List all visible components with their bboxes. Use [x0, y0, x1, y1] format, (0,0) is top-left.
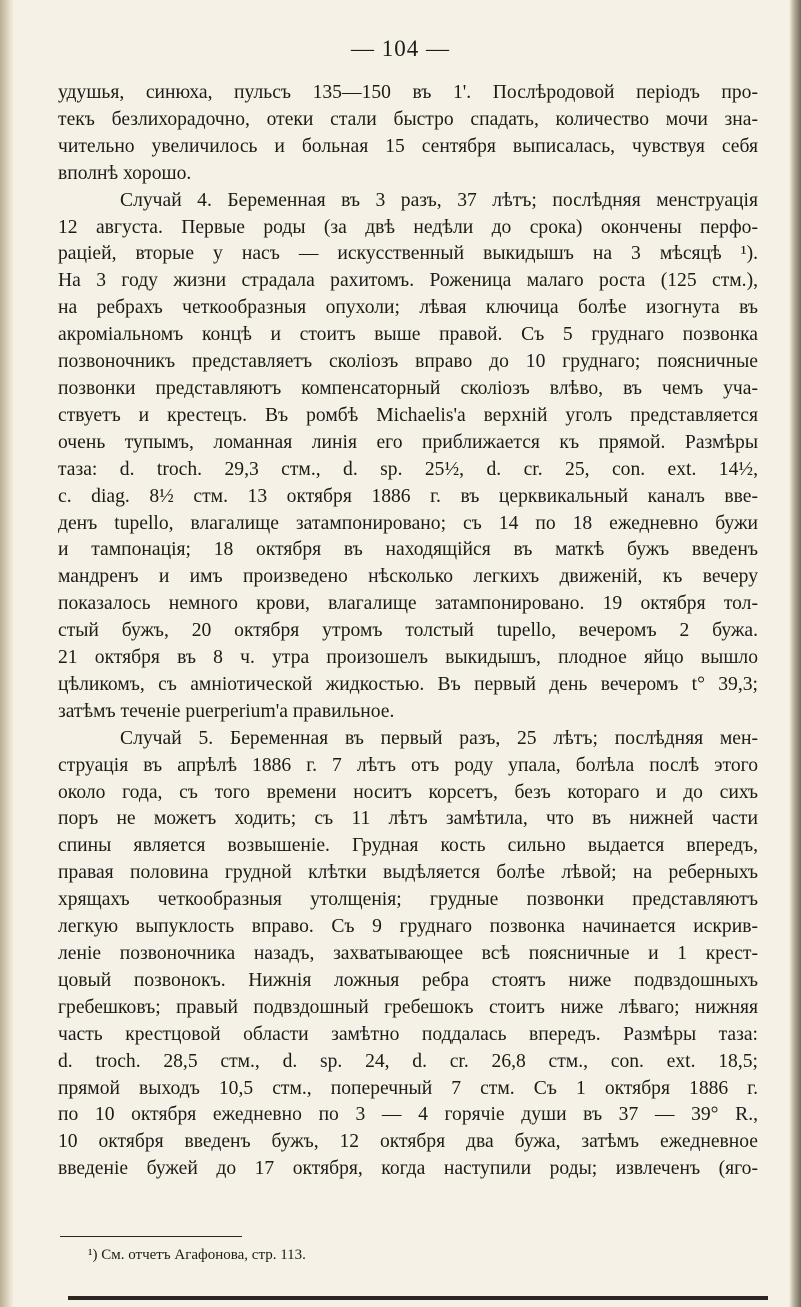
text-line: денъ tupello, влагалище затампонировано; съ 14 по 18 ежедневно бужи — [58, 512, 758, 534]
page-number: — 104 — — [351, 36, 450, 61]
text-line: вполнѣ хорошо. — [58, 162, 192, 184]
text-line: введеніе бужей до 17 октября, когда наступили роды; извлеченъ (яго- — [58, 1158, 758, 1180]
text-line: позвонки представляютъ компенсаторный сколіозъ влѣво, въ чемъ уча- — [58, 377, 758, 399]
text-line: хрящахъ четкообразныя утолщенія; грудные позвонки представляютъ — [58, 889, 758, 911]
text-line: правая половина грудной клѣтки выдѣляется болѣе лѣвой; на реберныхъ — [58, 862, 758, 884]
case-5-heading-line: Случай 5. Беременная въ первый разъ, 25 лѣтъ; послѣдняя мен- — [120, 727, 758, 749]
text-line: цовый позвонокъ. Нижнія ложныя ребра стоятъ ниже подвздошныхъ — [58, 969, 758, 991]
text-line: удушья, синюха, пульсъ 135—150 въ 1'. Послѣродовой періодъ про- — [58, 82, 758, 103]
text-line: c. diag. 8½ стм. 13 октября 1886 г. въ церквикальный каналъ вве- — [58, 485, 758, 507]
text-line: леніе позвоночника назадъ, захватывающее всѣ поясничные и 1 крест- — [58, 943, 758, 964]
text-line: стый бужъ, 20 октября утромъ толстый tupello, вечеромъ 2 бужа. — [58, 620, 758, 642]
text-line: легкую выпуклость вправо. Съ 9 груднаго позвонка начинается искрив- — [58, 916, 758, 938]
footnote-divider — [60, 1236, 242, 1237]
page-bottom-rule — [68, 1296, 768, 1300]
text-line: около года, съ того времени носитъ корсетъ, безъ котораго и до сихъ — [58, 781, 758, 803]
text-line: 21 октября въ 8 ч. утра произошелъ выкидышъ, плодное яйцо вышло — [58, 647, 758, 669]
text-line: 12 августа. Первые роды (за двѣ недѣли до срока) окончены перфо- — [58, 216, 758, 238]
text-line: струація въ апрѣлѣ 1886 г. 7 лѣтъ отъ роду упала, болѣла послѣ этого — [58, 754, 758, 776]
text-line: гребешковъ; правый подвздошный гребешокъ стоитъ ниже лѣваго; нижняя — [58, 996, 758, 1018]
text-line: по 10 октября ежедневно по 3 — 4 горячіе души въ 37 — 39° R., — [58, 1104, 758, 1126]
page-left-edge — [0, 0, 14, 1307]
text-line: и тампонація; 18 октября въ находящійся въ маткѣ бужъ введенъ — [58, 539, 758, 561]
text-line: часть крестцовой области замѣтно поддалась впередъ. Размѣры таза: — [58, 1023, 758, 1045]
text-line: прямой выходъ 10,5 стм., поперечный 7 стм. Съ 1 октября 1886 г. — [58, 1077, 758, 1099]
text-line: акроміальномъ концѣ и стоитъ выше правой. Съ 5 груднаго позвонка — [58, 324, 758, 346]
text-line: На 3 году жизни страдала рахитомъ. Роженица малаго роста (125 стм.), — [58, 270, 758, 292]
text-line: текъ безлихорадочно, отеки стали быстро спадать, количество мочи зна- — [58, 108, 758, 130]
text-line: показалось немного крови, влагалище затампонировано. 19 октября тол- — [58, 593, 758, 615]
footnote: ¹) См. отчетъ Агафонова, стр. 113. — [88, 1247, 306, 1263]
text-line: чительно увеличилось и больная 15 сентября выписалась, чувствуя себя — [58, 135, 758, 157]
text-line: поръ не можетъ ходить; съ 11 лѣтъ замѣтила, что въ нижней части — [58, 808, 758, 830]
text-line: на ребрахъ четкообразныя опухоли; лѣвая ключица болѣе изогнута въ — [58, 297, 758, 319]
text-line: раціей, вторые у насъ — искусственный выкидышъ на 3 мѣсяцѣ ¹). — [58, 243, 758, 265]
body-text — [58, 80, 758, 1183]
text-line: 10 октября введенъ бужъ, 12 октября два бужа, затѣмъ ежедневное — [58, 1131, 758, 1153]
text-line: d. troch. 28,5 стм., d. sp. 24, d. cr. 26,8 стм., con. ext. 18,5; — [58, 1050, 758, 1072]
case-4-heading-line: Случай 4. Беременная въ 3 разъ, 37 лѣтъ; послѣдняя менструація — [120, 189, 758, 211]
text-line: ствуетъ и крестецъ. Въ ромбѣ Michaelis'а верхній уголъ представляется — [58, 404, 758, 426]
page-right-edge — [789, 0, 801, 1307]
text-line: таза: d. troch. 29,3 стм., d. sp. 25½, d. cr. 25, con. ext. 14½, — [58, 458, 758, 480]
text-line: позвоночникъ представляетъ сколіозъ вправо до 10 груднаго; поясничные — [58, 351, 758, 373]
text-line: спины является возвышеніе. Грудная кость сильно выдается впередъ, — [58, 835, 758, 857]
text-line: мандренъ и имъ произведено нѣсколько легкихъ движеній, къ вечеру — [58, 566, 758, 588]
text-line: затѣмъ теченіе puerperium'а правильное. — [58, 700, 395, 722]
text-line: очень тупымъ, ломанная линія его приближается къ прямой. Размѣры — [58, 431, 758, 453]
text-line: цѣликомъ, съ амніотической жидкостью. Въ первый день вечеромъ t° 39,3; — [58, 673, 758, 695]
